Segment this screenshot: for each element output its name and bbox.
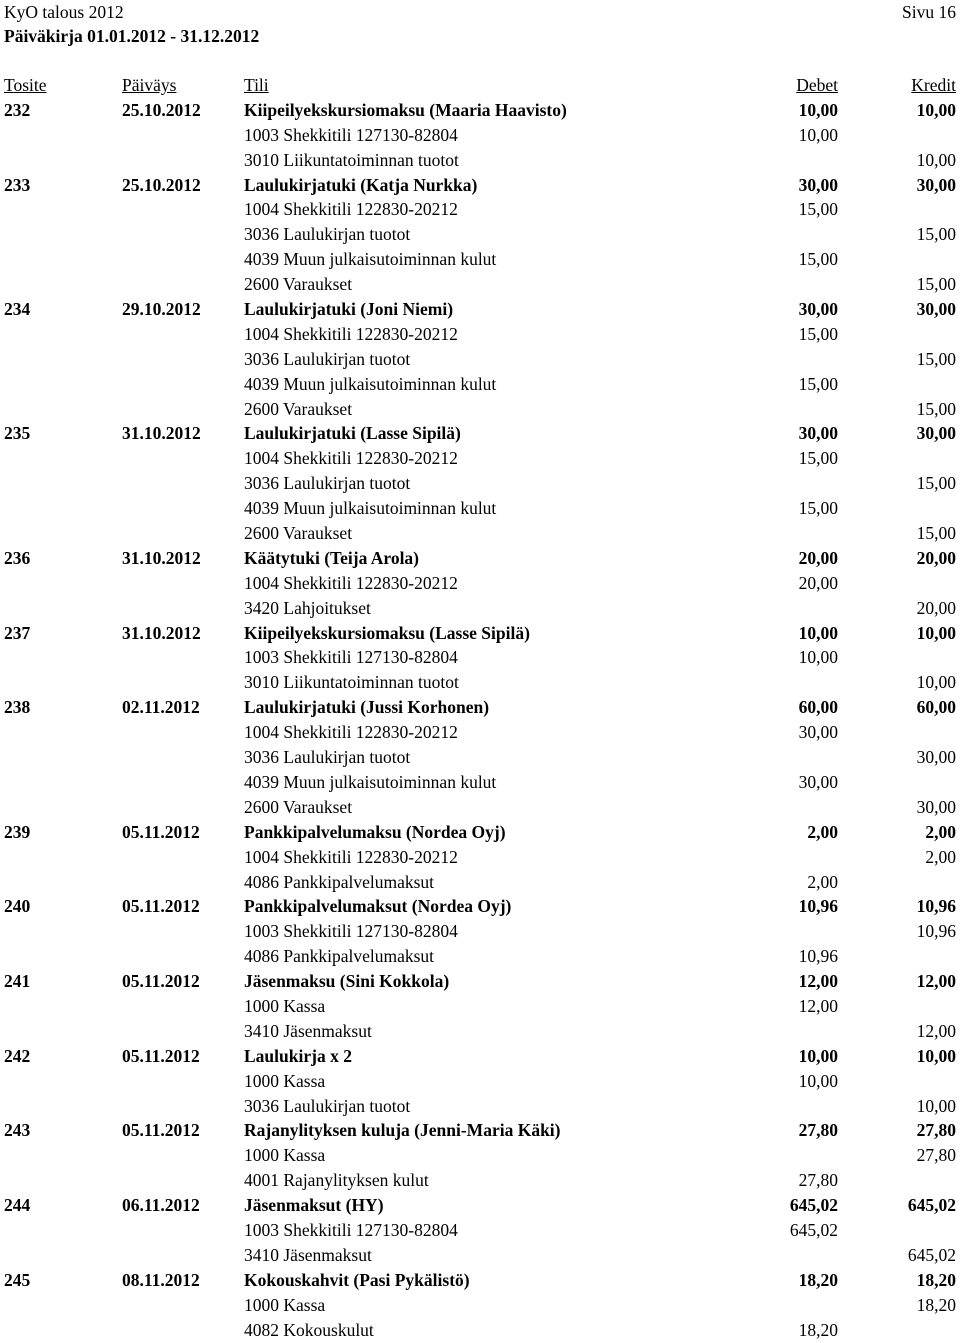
entry-date: 31.10.2012 [122, 622, 201, 643]
account-name: 4039 Muun julkaisutoiminnan kulut [244, 249, 497, 270]
line-credit: 18,20 [916, 1294, 956, 1315]
line-credit: 20,00 [916, 597, 956, 618]
account-line [0, 670, 960, 695]
voucher-number: 236 [4, 547, 31, 568]
line-debit: 20,00 [798, 572, 838, 593]
line-debit: 12,00 [798, 995, 838, 1016]
account-line [0, 322, 960, 347]
voucher-number: 238 [4, 697, 31, 718]
entry-description: Laulukirjatuki (Lasse Sipilä) [244, 423, 461, 444]
entry-description: Pankkipalvelumaksu (Nordea Oyj) [244, 821, 506, 842]
account-line [0, 446, 960, 471]
entry-credit-total: 10,00 [916, 622, 956, 643]
line-debit: 10,00 [798, 124, 838, 145]
account-name: 2600 Varaukset [244, 796, 353, 817]
line-debit: 18,20 [798, 1319, 838, 1340]
account-line [0, 521, 960, 546]
account-name: 3036 Laulukirjan tuotot [244, 747, 411, 768]
entry-description: Käätytuki (Teija Arola) [244, 547, 420, 568]
column-header-account: Tili [244, 75, 269, 95]
account-line [0, 944, 960, 969]
entry-date: 06.11.2012 [122, 1195, 200, 1216]
entry-description: Rajanylityksen kuluja (Jenni-Maria Käki) [244, 1120, 561, 1141]
entry-row [0, 621, 960, 646]
entry-debit-total: 10,00 [798, 1045, 838, 1066]
entry-description: Jäsenmaksut (HY) [244, 1195, 384, 1216]
account-name: 1004 Shekkitili 122830-20212 [244, 448, 458, 469]
entry-description: Laulukirjatuki (Joni Niemi) [244, 299, 454, 320]
account-line [0, 471, 960, 496]
entry-row [0, 173, 960, 198]
account-line [0, 1218, 960, 1243]
column-header-date: Päiväys [122, 75, 177, 95]
account-name: 1000 Kassa [244, 1070, 326, 1091]
entry-description: Kokouskahvit (Pasi Pykälistö) [244, 1269, 470, 1290]
line-credit: 15,00 [916, 348, 956, 369]
entry-debit-total: 645,02 [789, 1195, 838, 1216]
entry-date: 25.10.2012 [122, 174, 201, 195]
entry-row [0, 1268, 960, 1293]
voucher-number: 240 [4, 896, 31, 917]
voucher-number: 234 [4, 299, 31, 320]
line-credit: 30,00 [916, 747, 956, 768]
account-name: 3420 Lahjoitukset [244, 597, 371, 618]
line-debit: 10,96 [798, 946, 838, 967]
voucher-number: 243 [4, 1120, 31, 1141]
entry-credit-total: 10,00 [916, 99, 956, 120]
voucher-number: 245 [4, 1269, 31, 1290]
account-name: 2600 Varaukset [244, 274, 353, 295]
entry-debit-total: 10,00 [798, 622, 838, 643]
voucher-number: 239 [4, 821, 31, 842]
account-name: 3036 Laulukirjan tuotot [244, 348, 411, 369]
entry-credit-total: 20,00 [916, 547, 956, 568]
account-name: 3410 Jäsenmaksut [244, 1244, 372, 1265]
voucher-number: 233 [4, 174, 31, 195]
account-line [0, 919, 960, 944]
entry-row [0, 297, 960, 322]
entry-row [0, 969, 960, 994]
account-line [0, 272, 960, 297]
voucher-number: 237 [4, 622, 31, 643]
entry-row [0, 1118, 960, 1143]
entry-date: 05.11.2012 [122, 1045, 200, 1066]
line-debit: 15,00 [798, 323, 838, 344]
line-credit: 12,00 [916, 1020, 956, 1041]
line-credit: 15,00 [916, 224, 956, 245]
account-line [0, 1094, 960, 1119]
voucher-number: 235 [4, 423, 31, 444]
account-name: 3036 Laulukirjan tuotot [244, 1095, 411, 1116]
account-line [0, 1019, 960, 1044]
entry-row [0, 1044, 960, 1069]
account-line [0, 372, 960, 397]
line-debit: 15,00 [798, 448, 838, 469]
entry-credit-total: 10,00 [916, 1045, 956, 1066]
account-name: 1004 Shekkitili 122830-20212 [244, 722, 458, 743]
account-line [0, 1293, 960, 1318]
entry-debit-total: 30,00 [798, 423, 838, 444]
page-number: Sivu 16 [902, 2, 956, 22]
document-title: KyO talous 2012 [4, 2, 124, 22]
entry-date: 31.10.2012 [122, 423, 201, 444]
account-line [0, 645, 960, 670]
entry-date: 25.10.2012 [122, 99, 201, 120]
entry-row [0, 695, 960, 720]
account-line [0, 745, 960, 770]
entry-row [0, 820, 960, 845]
voucher-number: 244 [4, 1195, 31, 1216]
entry-description: Kiipeilyekskursiomaksu (Lasse Sipilä) [244, 622, 530, 643]
column-header-debit: Debet [796, 75, 838, 95]
entry-date: 05.11.2012 [122, 821, 200, 842]
line-debit: 27,80 [798, 1170, 838, 1191]
account-line [0, 795, 960, 820]
column-header-credit: Kredit [911, 75, 956, 95]
entry-credit-total: 30,00 [916, 174, 956, 195]
entry-credit-total: 60,00 [916, 697, 956, 718]
entry-row [0, 894, 960, 919]
entry-credit-total: 30,00 [916, 299, 956, 320]
account-line [0, 148, 960, 173]
account-line [0, 247, 960, 272]
entry-credit-total: 30,00 [916, 423, 956, 444]
line-debit: 15,00 [798, 498, 838, 519]
line-credit: 15,00 [916, 274, 956, 295]
entry-row [0, 546, 960, 571]
account-name: 4082 Kokouskulut [244, 1319, 374, 1340]
journal-table [0, 73, 960, 1342]
voucher-number: 232 [4, 99, 31, 120]
entry-debit-total: 30,00 [798, 299, 838, 320]
account-name: 3010 Liikuntatoiminnan tuotot [244, 149, 459, 170]
entry-row [0, 421, 960, 446]
account-name: 1004 Shekkitili 122830-20212 [244, 846, 458, 867]
account-line [0, 845, 960, 870]
line-credit: 30,00 [916, 796, 956, 817]
account-line [0, 1069, 960, 1094]
line-credit: 15,00 [916, 473, 956, 494]
line-debit: 30,00 [798, 722, 838, 743]
entry-description: Pankkipalvelumaksut (Nordea Oyj) [244, 896, 512, 917]
account-name: 2600 Varaukset [244, 398, 353, 419]
line-debit: 2,00 [807, 871, 838, 892]
entry-date: 05.11.2012 [122, 1120, 200, 1141]
account-line [0, 720, 960, 745]
account-name: 3010 Liikuntatoiminnan tuotot [244, 672, 459, 693]
account-name: 4001 Rajanylityksen kulut [244, 1170, 429, 1191]
entry-date: 08.11.2012 [122, 1269, 200, 1290]
line-credit: 10,96 [916, 921, 956, 942]
account-line [0, 1168, 960, 1193]
entry-credit-total: 27,80 [916, 1120, 956, 1141]
entry-description: Laulukirja x 2 [244, 1045, 352, 1066]
entry-description: Laulukirjatuki (Katja Nurkka) [244, 174, 478, 195]
entry-date: 05.11.2012 [122, 971, 200, 992]
line-credit: 10,00 [916, 149, 956, 170]
account-line [0, 596, 960, 621]
line-debit: 10,00 [798, 647, 838, 668]
account-name: 3036 Laulukirjan tuotot [244, 224, 411, 245]
account-name: 4039 Muun julkaisutoiminnan kulut [244, 373, 497, 394]
account-line [0, 870, 960, 895]
line-credit: 27,80 [916, 1145, 956, 1166]
entry-credit-total: 18,20 [916, 1269, 956, 1290]
account-line [0, 397, 960, 422]
entry-date: 29.10.2012 [122, 299, 201, 320]
voucher-number: 241 [4, 971, 31, 992]
entry-date: 31.10.2012 [122, 547, 201, 568]
entry-debit-total: 10,00 [798, 99, 838, 120]
entry-date: 02.11.2012 [122, 697, 200, 718]
account-name: 3036 Laulukirjan tuotot [244, 473, 411, 494]
account-name: 1000 Kassa [244, 995, 326, 1016]
line-credit: 15,00 [916, 398, 956, 419]
entry-debit-total: 27,80 [798, 1120, 838, 1141]
entry-debit-total: 30,00 [798, 174, 838, 195]
account-name: 1003 Shekkitili 127130-82804 [244, 921, 458, 942]
entry-row [0, 1193, 960, 1218]
line-debit: 10,00 [798, 1070, 838, 1091]
entry-debit-total: 20,00 [798, 547, 838, 568]
line-credit: 2,00 [925, 846, 956, 867]
account-name: 1004 Shekkitili 122830-20212 [244, 199, 458, 220]
account-name: 1004 Shekkitili 122830-20212 [244, 323, 458, 344]
line-debit: 15,00 [798, 199, 838, 220]
line-debit: 15,00 [798, 249, 838, 270]
account-name: 4086 Pankkipalvelumaksut [244, 871, 435, 892]
account-line [0, 571, 960, 596]
account-line [0, 1143, 960, 1168]
account-line [0, 994, 960, 1019]
entry-credit-total: 645,02 [907, 1195, 956, 1216]
account-line [0, 123, 960, 148]
account-name: 4039 Muun julkaisutoiminnan kulut [244, 771, 497, 792]
account-line [0, 197, 960, 222]
entry-debit-total: 10,96 [798, 896, 838, 917]
column-header-tosite: Tosite [4, 75, 47, 95]
line-credit: 10,00 [916, 672, 956, 693]
account-line [0, 496, 960, 521]
entry-row [0, 98, 960, 123]
entry-description: Kiipeilyekskursiomaksu (Maaria Haavisto) [244, 99, 567, 120]
entry-date: 05.11.2012 [122, 896, 200, 917]
entry-description: Laulukirjatuki (Jussi Korhonen) [244, 697, 490, 718]
account-name: 4086 Pankkipalvelumaksut [244, 946, 435, 967]
entry-debit-total: 18,20 [798, 1269, 838, 1290]
entry-debit-total: 2,00 [807, 821, 838, 842]
account-line [0, 1243, 960, 1268]
account-line [0, 347, 960, 372]
entry-credit-total: 12,00 [916, 971, 956, 992]
column-headers [0, 73, 960, 98]
entry-credit-total: 10,96 [916, 896, 956, 917]
line-credit: 645,02 [907, 1244, 956, 1265]
line-debit: 30,00 [798, 771, 838, 792]
account-line [0, 222, 960, 247]
account-name: 1003 Shekkitili 127130-82804 [244, 647, 458, 668]
line-debit: 15,00 [798, 373, 838, 394]
voucher-number: 242 [4, 1045, 31, 1066]
account-name: 3410 Jäsenmaksut [244, 1020, 372, 1041]
entry-debit-total: 12,00 [798, 971, 838, 992]
account-line [0, 770, 960, 795]
entry-debit-total: 60,00 [798, 697, 838, 718]
account-name: 1000 Kassa [244, 1145, 326, 1166]
line-debit: 645,02 [789, 1219, 838, 1240]
entry-credit-total: 2,00 [925, 821, 956, 842]
account-name: 1004 Shekkitili 122830-20212 [244, 572, 458, 593]
account-name: 1003 Shekkitili 127130-82804 [244, 1219, 458, 1240]
entry-description: Jäsenmaksu (Sini Kokkola) [244, 971, 450, 992]
account-line [0, 1318, 960, 1343]
line-credit: 15,00 [916, 523, 956, 544]
account-name: 4039 Muun julkaisutoiminnan kulut [244, 498, 497, 519]
journal-period: Päiväkirja 01.01.2012 - 31.12.2012 [4, 26, 260, 46]
line-credit: 10,00 [916, 1095, 956, 1116]
account-name: 1003 Shekkitili 127130-82804 [244, 124, 458, 145]
account-name: 2600 Varaukset [244, 523, 353, 544]
account-name: 1000 Kassa [244, 1294, 326, 1315]
